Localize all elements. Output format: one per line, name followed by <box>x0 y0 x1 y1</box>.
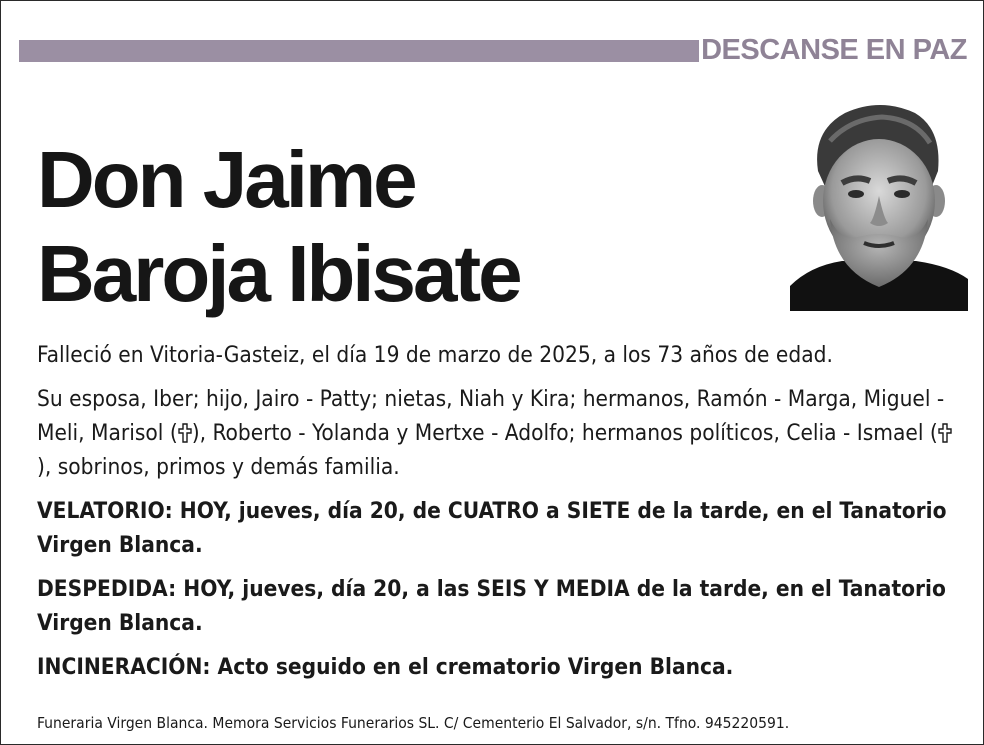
cross-icon <box>178 423 192 443</box>
family-list-part1: Su esposa, Iber; hijo, Jairo - Patty; nietas, Niah y Kira; hermanos, Ramón - Marga, Miguel - Meli, Marisol ( <box>37 386 945 446</box>
obituary-body <box>37 338 957 694</box>
death-notice: Falleció en Vitoria-Gasteiz, el día 19 de marzo de 2025, a los 73 años de edad. <box>37 342 833 368</box>
family-list-part3: ), sobrinos, primos y demás familia. <box>37 454 400 480</box>
header-accent-bar <box>19 40 699 62</box>
deceased-name-line1: Don Jaime <box>37 135 415 224</box>
cross-icon <box>938 423 952 443</box>
deceased-name <box>37 133 520 321</box>
incineracion-notice: INCINERACIÓN: Acto seguido en el crematorio Virgen Blanca. <box>37 654 734 680</box>
despedida-notice: DESPEDIDA: HOY, jueves, día 20, a las SEIS Y MEDIA de la tarde, en el Tanatorio Virgen Blanca. <box>37 576 946 636</box>
velatorio-notice: VELATORIO: HOY, jueves, día 20, de CUATRO a SIETE de la tarde, en el Tanatorio Virgen Blanca. <box>37 498 947 558</box>
family-list <box>37 382 957 484</box>
deceased-name-line2: Baroja Ibisate <box>37 229 520 318</box>
family-list-part2: ), Roberto - Yolanda y Mertxe - Adolfo; hermanos políticos, Celia - Ismael ( <box>191 420 938 446</box>
section-label: DESCANSE EN PAZ <box>701 34 967 66</box>
funeral-home-footer: Funeraria Virgen Blanca. Memora Servicios Funerarios SL. C/ Cementerio El Salvador, s/n. Tfno. 945220591. <box>37 714 790 732</box>
deceased-photo <box>790 101 968 311</box>
